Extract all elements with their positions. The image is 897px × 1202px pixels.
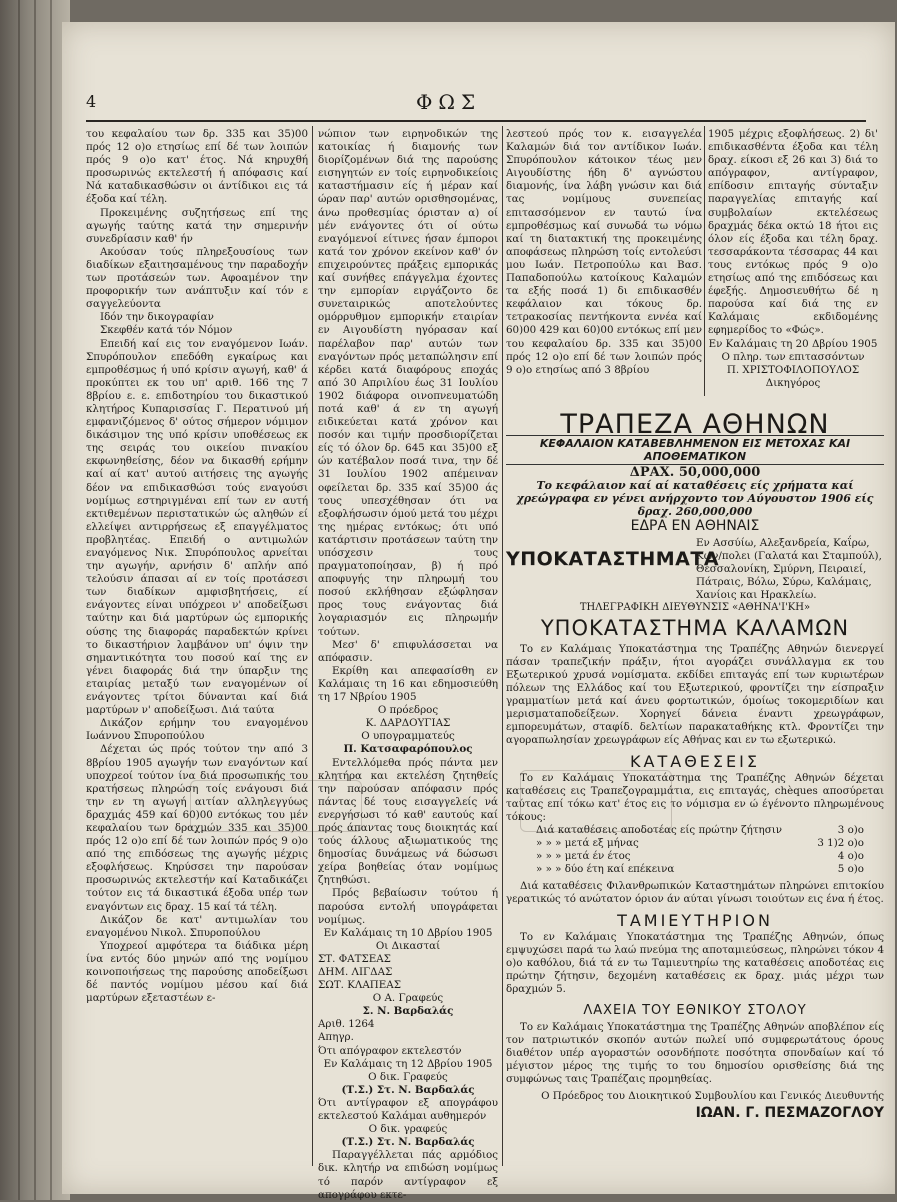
column-1 <box>86 128 308 1168</box>
rate-label: » » » μετά έν έτος <box>536 850 631 862</box>
signer-name: Κ. ΔΑΡΔΟΥΓΙΑΣ <box>365 717 451 730</box>
masthead: ΦΩΣ <box>416 90 482 114</box>
rate-label: » » » μετά εξ μήνας <box>536 837 639 849</box>
paragraph: Δικάζον ερήμην του εναγομένου Ιωάννου Σπυροπούλου <box>86 717 308 743</box>
rate-row <box>506 863 884 876</box>
column-4 <box>708 128 878 398</box>
paragraph: Δέχεται ώς πρός τούτον την από 3 8βρίου 1905 αγωγήν των εναγόντων καί υποχρεοί τούτον ίνα διά προσωπικής του κρατήσεως πληρώση τοίς ενάγουσι διά την εν τη αγωγή αιτίαν αλληλεγγύως δραχμάς 459 καί 60)00 εντόκως του μέν κεφαλαίου των δραχμών 335 και 35)00 πρός 12 ο)ο επί δέ των λοιπών πρός 9 ο)ο από της επιδόσεως της αγωγής μέχρις εξοφλήσεως. Κηρύσσει την παρούσαν προσωρινώς εκτελεστήν καί Καταδικάζει τούτον εις τά δικαστικά έξοδα υπέρ των εναγόντων εις δραχ. 15 καί τά τέλη. <box>86 743 308 913</box>
paragraph: Πρός βεβαίωσιν τούτου ή παρούσα εντολή υπογράφεται νομίμως. <box>318 887 498 926</box>
cert-line: Ότι αντίγραφον εξ απογράφου εκτελεστού Καλάμαι αυθημερόν <box>318 1096 498 1123</box>
paragraph: του κεφαλαίου των δρ. 335 και 35)00 πρός 12 ο)ο ετησίως επί δέ των λοιπών πρός 9 ο)ο κατ' έτος. Νά κηρυχθή προσωρινώς εκτελεστή ή απόφασις καί Νά καταδικασθώσιν οι άντίδικοι εις τά έξοδα καί τέλη. <box>86 128 308 206</box>
cert-line: Ο δικ. Γραφεύς <box>368 1070 448 1083</box>
page-number: 4 <box>86 92 97 111</box>
rate-value: 5 ο)ο <box>837 863 864 875</box>
judge-name: ΣΩΤ. ΚΛΑΠΕΑΣ <box>318 979 402 992</box>
paragraph: Επειδή καί εις τον εναγόμενον Ιωάν. Σπυρόπουλον επεδόθη εγκαίρως και εμπροθέσμως ή υπό κρίσιν αγωγή, καθ' ά προκύπτει εκ του υπ' αριθ. 166 της 7 8βρίου ε. ε. επιδοτηρίου του δικαστικού κλητήρος Κυπαρισσίας Γ. Περατινού μή εμφανιζόμενος δ' ούτος σήμερον νόμιμον δικάσιμον της υπό κρίσιν υποθέσεως εκ της σειράς του οικείου πινακίου εκφωνηθείσης, δέον να δικασθή ερήμην καί αί κατ' αυτού αιτήσεις της αγωγής δέον να επιδικασθώσι τούς εναγούσι νομίμως εστηριγμέναι επί των εν αυτή εκτιθεμένων περιστατικών ώς αληθών εί ελλείψει αντιρρήσεως εξ επαγγέλματος προβλητέας. Επειδή ο αντιμωλών εναγόμενος Νικ. Σπυρόπουλος αρνείται την αγωγήν, αρνήσιν δ' απλήν από τελούσιν άπασαι αί εν τοίς προτάσεσι των διαδίκων αμφισβητήσεις, εί ενάγοντες είναι υπόχρεοι ν' αποδείξωσι ταύτην και διά μαρτύρων ώς εμπορικής ούσης της διαφοράς παραδεκτών κρίνει το δικαστήριον λαμβάνον υπ' όψιν την σημαντικότητα του ποσού καί της εν γένει διαφοράς διά την ύπαρξιν της εταιρίας μεταξύ των εναγομένων οί ενάγοντες τρίτοι δύνανται καί διά μαρτύρων ν' αποδείξωσι. Διά ταύτα <box>86 337 308 717</box>
bank-title: ΤΡΑΠΕΖΑ ΑΘΗΝΩΝ <box>560 409 830 440</box>
column-divider <box>502 126 503 1166</box>
seat-line: ΕΔΡΑ ΕΝ ΑΘΗΝΑΙΣ <box>630 518 760 534</box>
reference-number: Αριθ. 1264 <box>318 1018 375 1031</box>
lottery-title: ΛΑΧΕΙΑ ΤΟΥ ΕΘΝΙΚΟΥ ΣΤΟΛΟΥ <box>583 1003 807 1018</box>
paragraph: Εντελλόμεθα πρός πάντα μεν κλητήρα και εκτελέση ζητηθείς την παρούσαν απόφασιν πρός πάντας δέ τους εισαγγελείς νά ενεργήσωσι τό καθ' εαυτούς καί πρός άπαντας τους διοικητάς καί τούς άλλους αξιωματικούς της δημοσίας δυνάμεως νά δώσωσι χείρα βοηθείας όταν νομίμως ζητηθώσι. <box>318 756 498 887</box>
page-header <box>86 92 866 116</box>
paragraph: Ακούσαν τούς πληρεξουσίους των διαδίκων εξαιτησαμένους την παραδοχήν των προτάσεών των. Αφοαμένον την προφορικήν των ανάπτυξιν καί τόν ε σαγγελεύοντα <box>86 245 308 311</box>
paragraph: λεστεού πρός τον κ. εισαγγελέα Καλαμών διά τον αντίδικον Ιωάν. Σπυρόπουλον κάτοικον τέως μεν Αιγουδίστης ήδη δ' αγνώστου διαμονής, ίνα λάβη γνώσιν και διά τας νομίμους συνεπείας επιτασσόμενον εν ταυτώ ίνα εμπροθέσμως καί συνωδά τω νόμω καί τη διατακτική της προκειμένης αποφάσεως πληρώση τοίς εντολεύσι μου Ιωάν. Πετροπούλω και Βασ. Παπαδοπούλω κατοίκους Καλαμών τα εξής ποσά 1) δι επιδικασθέν κεφάλαιον και τόκους δρ. τετρακοσίας πεντήκοντα εννέα καί 60)00 429 και 60)00 εντόκως επί μεν του κεφαλαίου δρ. 335 και 35)00 πρός 12 ο)ο επί δέ των λοιπών πρός 9 ο)ο ετησίως από 3 8βρίου <box>506 128 702 376</box>
paragraph: Εκρίθη και απεφασίσθη εν Καλάμαις τη 16 και εδημοσιεύθη τη 17 Νβρίου 1905 <box>318 664 498 704</box>
branches-heading: ΥΠΟΚΑΤΑΣΤΗΜΑΤΑ <box>506 548 720 570</box>
judge-name: ΔΗΜ. ΛΙΓΔΑΣ <box>318 966 393 978</box>
date-line: Εν Καλάμαις τη 10 Δβρίου 1905 <box>323 926 493 939</box>
rate-value: 3 1)2 ο)ο <box>817 837 864 849</box>
paragraph: Μεσ' δ' επιφυλάσσεται να απόφασιν. <box>318 638 498 664</box>
rate-row <box>506 850 884 863</box>
cert-line: Εν Καλάμαις τη 12 Δβρίου 1905 <box>323 1057 493 1070</box>
clerk-label: Ο Α. Γραφεύς <box>372 992 444 1005</box>
signer-role: Ο πληρ. των επιτασσόντων <box>721 350 865 363</box>
cert-line: Ότι απόγραφον εκτελεστόν <box>318 1044 462 1057</box>
capital-line: ΚΕΦΑΛΑΙΟΝ ΚΑΤΑΒΕΒΛΗΜΕΝΟΝ ΕΙΣ ΜΕΤΟΧΑΣ ΚΑΙ ΑΠΟΘΕΜΑΤΙΚΟΝ <box>506 435 884 465</box>
director-label: Ο Πρόεδρος του Διοικητικού Συμβουλίου και Γενικός Διευθυντής <box>541 1090 884 1102</box>
signer-role: Ο υπογραμματεύς <box>361 730 455 743</box>
lottery-text: Το εν Καλάμαις Υποκατάστημα της Τραπέζης Αθηνών αποβλέπον είς τον πατριωτικόν σκοπόν αυτών πωλεί υπό συμφερωτάτους όρους διαθέτον υπέρ αγοραστών οσονδήποτε ποσότητα σπονδαίων καί τό μέγιστον μέρος της τιμής το του δημοσίου ορισθείσης διά της συμφώνως ταις Τραπέζαις προμηθείας. <box>506 1021 884 1085</box>
cert-line: (Τ.Σ.) Στ. Ν. Βαρδαλάς <box>341 1136 475 1149</box>
signer-title: Δικηγόρος <box>765 376 821 389</box>
paragraph: Ιδόν την δικογραφίαν <box>100 311 214 324</box>
branch-title: ΥΠΟΚΑΤΑΣΤΗΜΑ ΚΑΛΑΜΩΝ <box>540 616 850 640</box>
telegraph-address: ΤΗΛΕΓΡΑΦΙΚΗ ΔΙΕΥΘΥΝΣΙΣ «ΑΘΗΝΑ'Ι'ΚΗ» <box>579 602 811 613</box>
column-divider <box>312 126 313 1166</box>
branches-cities: Εν Ασσύίω, Αλεξανδρεία, Καΐρω, Κων/πολει (Γαλατά και Σταμπούλ), Θεσσαλονίκη, Σμύρνη, Πειραιεί, Πάτραις, Βόλω, Σύρω, Καλάμαις, Χανίοις και Ηρακλείω. <box>696 537 882 601</box>
branch-text: Το εν Καλάμαις Υποκατάστημα της Τραπέζης Αθηνών διενεργεί πάσαν τραπεζικήν πράξιν, ήτοι αγοράζει συνάλλαγμα εκ του Εξωτερικού χρυσά νομίσματα. εκδίδει επιταγάς επί των κυριωτέρων πόλεων της Ελλάδος καί του Εξωτερικού, φροντίζει την είσπραξιν γραμματίων μετά καί άνευ φορτωτικών, όμοίως τοκομεριδίων και μερισματαποδείξεων. Χορηγεί δάνεια έναντι χρεωγράφων, εμπορευμάτων, σταφίδ. δελτίων παρακαταθήκης κτλ. Φροντίζει την αγοραπωλησίαν χρεωγράφων είς Αθήνας και εν τω εξωτερικώ. <box>506 643 884 746</box>
column-divider <box>704 126 705 396</box>
rate-value: 3 ο)ο <box>837 824 864 836</box>
book-binding <box>0 0 70 1200</box>
column-3 <box>506 128 702 398</box>
library-stamp <box>520 770 672 832</box>
signer-name: Π. Κατσαφαρόπουλος <box>343 743 473 756</box>
rate-value: 4 ο)ο <box>837 850 864 862</box>
paragraph: Υποχρεοί αμφότερα τα διάδικα μέρη ίνα εντός δύο μηνών από της νομίμου κοινοποιήσεως της παρούσης αποδείξωσι δέ παντός νομίμου μέσου καί διά μαρτύρων εξεταστέων ε- <box>86 939 308 1005</box>
clerk-name: Σ. Ν. Βαρδαλάς <box>362 1005 454 1018</box>
paragraph: Παραγγέλλεται πάς αρμόδιος δικ. κλητήρ να επιδώση νομίμως τό παρόν αντίγραφον εξ απογράφου εκτε- <box>318 1149 498 1201</box>
capital-amount: ΔΡΑΧ. 50,000,000 <box>629 465 761 480</box>
deposits-title: ΚΑΤΑΘΕΣΕΙΣ <box>630 752 760 771</box>
judges-label: Οι Δικασταί <box>375 939 441 952</box>
branches-block <box>506 537 884 601</box>
paragraph: Προκειμένης συζητήσεως επί της αγωγής ταύτης κατά την σημερινήν συνεδρίασιν καθ' ήν <box>86 206 308 245</box>
signer-name: Π. ΧΡΙΣΤΟΦΙΛΟΠΟΥΛΟΣ <box>726 363 860 376</box>
signer-role: Ο πρόεδρος <box>377 704 439 717</box>
rate-label: » » » δύο έτη καί επέκεινα <box>536 863 675 875</box>
charity-text: Διά καταθέσεις Φιλανθρωπικών Καταστημάτων πληρώνει επιτοκίου γερατικώς τό ανώτατον όριον άν αύται γίνωσι τοιούτων εις ένα ή έτος. <box>506 880 884 905</box>
paragraph: Σκεφθέν κατά τόν Νόμον <box>100 324 233 337</box>
cert-line: Ο δικ. γραφεύς <box>368 1123 448 1136</box>
cert-line: Απηγρ. <box>318 1031 354 1044</box>
paragraph: 1905 μέχρις εξοφλήσεως. 2) δι' επιδικασθέντα έξοδα και τέλη δραχ. είκοσι εξ 26 και 3) διά το απόγραφον, αντίγραφον, επίδοσιν επιταγής σύνταξιν παραγγελίας επιταγής καί συμβολαίων εκτελέσεως δραχμάς δέκα οκτώ 18 ήτοι εις όλον είς έξοδα και τέλη δραχ. τεσσαράκοντα τέσσαρας 44 και τους εντόκως πρός 9 ο)ο ετησίως από της επιδόσεως και έφεξής. Δημοσιευθήτω δέ η παρούσα καί διά της εν Καλάμαις εκδιδομένης εφημερίδος το «Φώς». <box>708 128 878 337</box>
paragraph: νώπιον των ειρηνοδικών της κατοικίας ή διαμονής των διορίζομένων διά της παρούσης εισηγητών εν τοίς ειρηνοδικείοις καταστήμασιν είς ή μέραν καί ώραν παρ' αυτών ορισθησομένας, άνω προθεσμίας όρισταν α) οί μέν ενάγοντες ότι οί ούτω εναγόμενοί είτινες ήσαν έμποροι κατά τον χρόνον εκείνον καθ' όν επιχειρούντες πράξεις εμπορικάς καί συνήθες επάγγελμα έχοντες την εμπορίαν ειργάζοντο δε συνεταιρικώς αποτελούντες ομόρρυθμον εμπορικήν εταιρίαν εν Αιγουδίστη ηγόρασαν καί παρέλαβον παρ' αυτών των εναγόντων πρός μεταπώλησιν επί κέρδει κατά διαφόρους εποχάς από 30 Απριλίου έως 31 Ιουλίου 1902 διάφορα οινοπνευματώδη ποτά καθ' ά εν τη αγωγή ειδικεύεται κατά χρόνον και ποσόν και τιμήν προσδιορίζεται είς τό όλον δρ. 645 και 35)00 εξ ών κατέβαλον ποσά τινα, την δέ 31 Ιουλίου 1902 απέμειναν οφείλεται δρ. 335 καί 35)00 άς τους υπεσχέθησαν ότι να εξοφλήσωσιν όμού μετά του μέχρι της ημέρας εντόκως; ότι υπό κατάρτισιν προτάσεων ταύτη την υπόσχεσιν τους πραγματοποίησαν, β) ή πρό αποφυγής την πληρωμή του ποσού εκλήθησαν εξώφλησαν προς τους ενάγοντας διά λογαριασμόν εις πληρωμήν τούτων. <box>318 128 498 638</box>
rate-row <box>506 837 884 850</box>
cert-line: (Τ.Σ.) Στ. Ν. Βαρδαλάς <box>341 1083 475 1096</box>
paragraph: Δικάζον δε κατ' αντιμωλίαν του εναγομένου Νικολ. Σπυροπούλου <box>86 913 308 939</box>
rate-label: Διά καταθέσεις αποδοτέας είς πρώτην ζήτησιν <box>536 824 783 836</box>
deposits-text: Το εν Καλάμαις Υποκατάστημα της Τραπέζης Αθηνών δέχεται καταθέσεις εις Τραπεζογραμμάτια, εις επιταγάς, chèques αποσύρεται ταύτας επί τόκω κατ' έτος εις το νόμισμα εν ώ έγένοντο πληρωμένους τόκους: <box>506 772 884 823</box>
deposits-line: Το κεφάλαιον καί αί καταθέσεις είς χρήματα καί χρεώγραφα εν γένει ανήρχοντο τον Αύγουστον 1906 είς δραχ. 260,000,000 <box>516 479 874 518</box>
library-stamp <box>190 780 362 832</box>
header-rule <box>86 120 866 122</box>
date-line: Εν Καλάμαις τη 20 Δβρίου 1905 <box>708 337 878 350</box>
director-name: ΙΩΑΝ. Γ. ΠΕΣΜΑΖΟΓΛΟΥ <box>695 1105 884 1121</box>
column-2 <box>318 128 498 1201</box>
savings-text: Το εν Καλάμαις Υποκατάστημα της Τραπέζης Αθηνών, όπως εμψυχώσει παρά τω λαώ πνεύμα της αποταμιεύσεως, πληρώνει τόκον 4 ο)ο καθόλου, διά τά εν τω Ταμιευτηρίω της καταθέσεις αποδοτέας εις πρώτην ζήτησιν, δεχομένη καταθέσεις εκ δραχ. μιάς μέχρι των δραχμών 5. <box>506 931 884 995</box>
savings-title: ΤΑΜΙΕΥΤΗΡΙΟΝ <box>617 911 773 930</box>
judge-name: ΣΤ. ΦΑΤΣΕΑΣ <box>318 952 391 965</box>
